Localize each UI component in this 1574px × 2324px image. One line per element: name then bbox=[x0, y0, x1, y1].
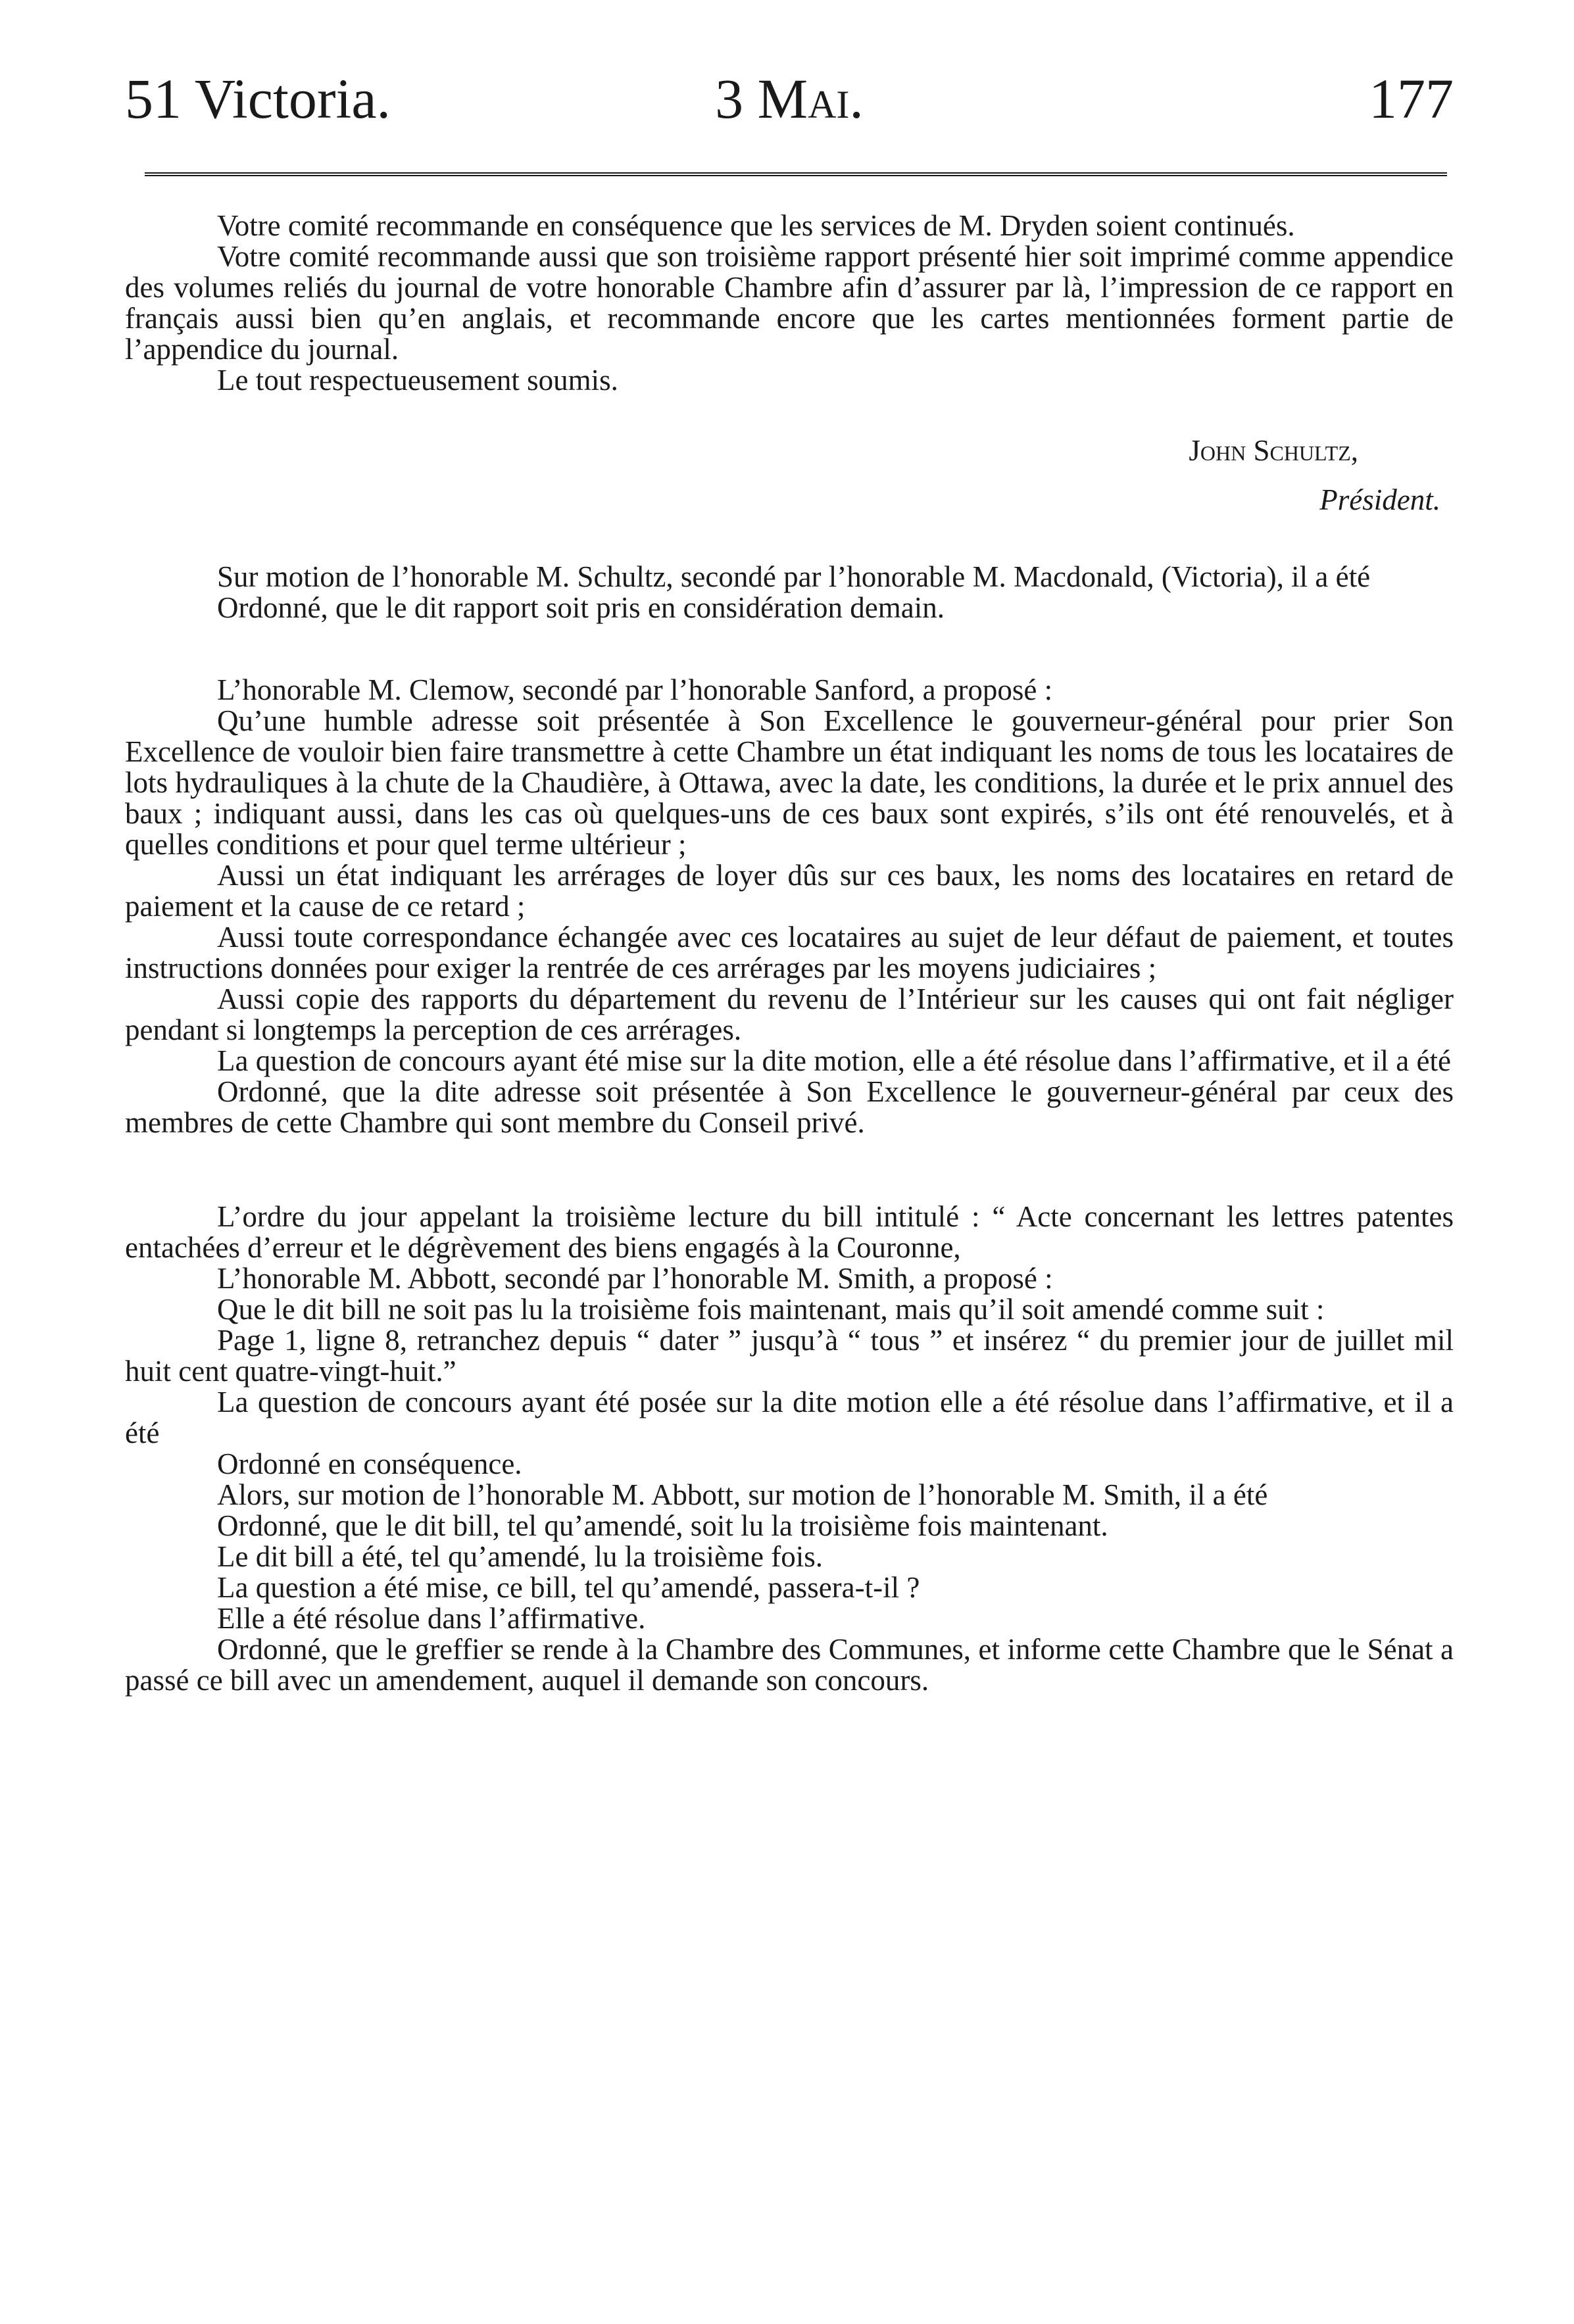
signature-name: John Schultz, bbox=[1189, 434, 1358, 467]
amendment-order: Ordonné en conséquence. bbox=[217, 1447, 522, 1480]
committee-paragraph-2: Votre comité recommande aussi que son troisième rapport présenté hier soit imprimé comme appendice des volumes reliés du journal de votre honorable Chambre afin d’assurer par là, l’impression de ce rapport en français aussi bien qu’en anglais, et recommande encore que les cartes mentionnées forment partie de l’appendice du journal. bbox=[125, 240, 1454, 366]
header-rule bbox=[145, 172, 1447, 178]
header-regnal-year: 51 Victoria. bbox=[125, 67, 391, 130]
amendment-text: Page 1, ligne 8, retranchez depuis “ dater ” jusqu’à “ tous ” et insérez “ du premier jour de juillet mil huit cent quatre-vingt-huit.” bbox=[125, 1324, 1454, 1388]
schultz-order: Ordonné, que le dit rapport soit pris en considération demain. bbox=[217, 591, 945, 624]
passage-question: La question a été mise, ce bill, tel qu’amendé, passera-t-il ? bbox=[217, 1571, 920, 1604]
signature-title: Président. bbox=[1319, 483, 1440, 516]
abbott-motion: L’honorable M. Abbott, secondé par l’honorable M. Smith, a proposé : bbox=[217, 1262, 1053, 1295]
bill-order-of-day: L’ordre du jour appelant la troisième lecture du bill intitulé : “ Acte concernant les lettres patentes entachées d’erreur et le dégrèvement des biens engagés à la Couronne, bbox=[125, 1200, 1454, 1264]
passage-result: Elle a été résolue dans l’affirmative. bbox=[217, 1602, 646, 1635]
address-order: Ordonné, que la dite adresse soit présentée à Son Excellence le gouverneur-général par ceux des membres de cette Chambre qui sont membre du Conseil privé. bbox=[125, 1075, 1454, 1139]
third-reading-done: Le dit bill a été, tel qu’amendé, lu la troisième fois. bbox=[217, 1540, 823, 1573]
clemow-motion: L’honorable M. Clemow, secondé par l’honorable Sanford, a proposé : bbox=[217, 673, 1053, 706]
section-gap bbox=[125, 623, 1454, 675]
amendment-proposal: Que le dit bill ne soit pas lu la troisième fois maintenant, mais qu’il soit amendé comme suit : bbox=[217, 1293, 1325, 1326]
third-reading-motion: Alors, sur motion de l’honorable M. Abbott, sur motion de l’honorable M. Smith, il a été bbox=[217, 1478, 1268, 1511]
address-arrears: Aussi un état indiquant les arrérages de loyer dûs sur ces baux, les noms des locataires en retard de paiement et la cause de ce retard ; bbox=[125, 859, 1454, 923]
address-concurrence: La question de concours ayant été mise sur la dite motion, elle a été résolue dans l’affirmative, et il a été bbox=[217, 1044, 1451, 1077]
header-page-number: 177 bbox=[1369, 67, 1454, 130]
committee-paragraph-1: Votre comité recommande en conséquence que les services de M. Dryden soient continués. bbox=[217, 209, 1295, 242]
journal-page bbox=[125, 0, 1454, 2324]
page-header bbox=[125, 66, 1454, 138]
third-reading-order: Ordonné, que le dit bill, tel qu’amendé, soit lu la troisième fois maintenant. bbox=[217, 1509, 1108, 1542]
header-date: 3 Mai. bbox=[715, 67, 864, 130]
address-correspondence: Aussi toute correspondance échangée avec ces locataires au sujet de leur défaut de paiement, et toutes instructions données pour exiger la rentrée de ces arrérages par les moyens judiciaires ; bbox=[125, 921, 1454, 984]
section-gap bbox=[125, 1138, 1454, 1201]
schultz-motion: Sur motion de l’honorable M. Schultz, secondé par l’honorable M. Macdonald, (Victoria), il a été bbox=[217, 560, 1371, 593]
page-body bbox=[125, 210, 1454, 1696]
clerk-order: Ordonné, que le greffier se rende à la Chambre des Communes, et informe cette Chambre que le Sénat a passé ce bill avec un amendement, auquel il demande son concours. bbox=[125, 1633, 1454, 1697]
committee-closing: Le tout respectueusement soumis. bbox=[217, 364, 618, 397]
amendment-concurrence: La question de concours ayant été posée sur la dite motion elle a été résolue dans l’affirmative, et il a été bbox=[125, 1386, 1454, 1449]
section-gap bbox=[125, 516, 1454, 562]
address-request: Qu’une humble adresse soit présentée à Son Excellence le gouverneur-général pour prier Son Excellence de vouloir bien faire transmettre à cette Chambre un état indiquant les noms de tous les locataires de lots hydrauliques à la chute de la Chaudière, à Ottawa, avec la date, les conditions, la durée et le prix annuel des baux ; indiquant aussi, dans les cas où quelques-uns de ces baux sont expirés, s’ils ont été renouvelés, et à quelles conditions et pour quel terme ultérieur ; bbox=[125, 704, 1454, 861]
address-reports: Aussi copie des rapports du département du revenu de l’Intérieur sur les causes qui ont fait négliger pendant si longtemps la perception de ces arrérages. bbox=[125, 982, 1454, 1046]
